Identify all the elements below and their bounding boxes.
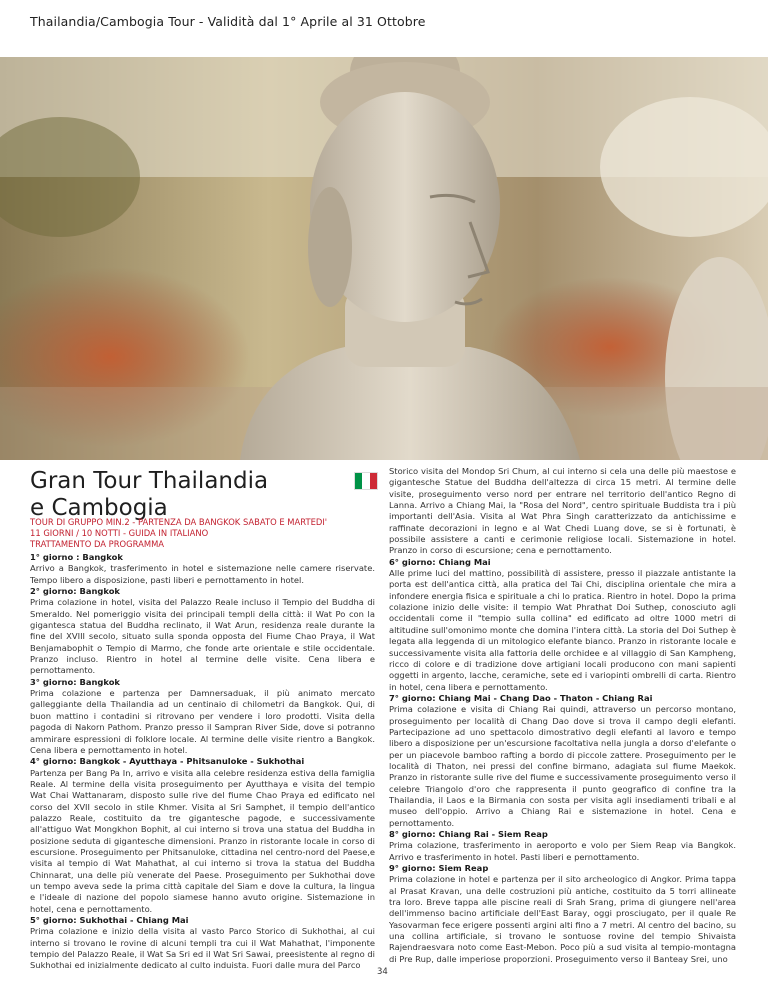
tour-title-line1: Gran Tour Thailandia xyxy=(30,468,269,494)
day-heading: 6° giorno: Chiang Mai xyxy=(389,556,491,567)
running-header: Thailandia/Cambogia Tour - Validità dal 1° Aprile al 31 Ottobre xyxy=(30,14,426,29)
italian-flag-icon xyxy=(354,472,378,490)
day-description: Prima colazione in hotel, visita del Palazzo Reale incluso il Tempio del Buddha di Smeraldo. Nel pomeriggio visita dei principali templi della città: il Wat Po con la gigantesca statua del Buddha reclinato, il Wat Arun, residenza reale durante la fine del XVIII secolo, situato sulla sponda opposta del Fiume Chao Praya, il Wat Benjamabophit o Tempio di Marmo, che fonde arte orientale e stile occidentale. Pranzo incluso. Rientro in hotel al termine delle visite. Cena libera e pernottamento. xyxy=(30,597,375,676)
day-heading: 4° giorno: Bangkok - Ayutthaya - Phitsanuloke - Sukhothai xyxy=(30,756,305,767)
day-heading: 3° giorno: Bangkok xyxy=(30,676,120,687)
day-description: Partenza per Bang Pa In, arrivo e visita alla celebre residenza estiva della famiglia Reale. Al termine della visita proseguimento per Ayutthaya e visita del tempio Wat Chai Wattanaram, disposto sulle rive del fiume Chao Praya ed edificato nel corso del XVII secolo in stile Khmer. Visita al Sri Samphet, il tempio dell'antico palazzo Reale, costituito da tre gigantesche pagode, e successivamente all'attiguo Wat Mongkhon Bophit, al cui interno si trova una statua del Buddha in posizione seduta di gigantesche dimensioni. Pranzo in ristorante locale in corso di escursione. Proseguimento per Phitsanuloke, cittadina nel centro-nord del Paese,e visita al tempio di Wat Mahathat, al cui interno si trova la statua del Buddha Chinnarat, una delle più venerate del Paese. Proseguimento per Sukhothai dove un tempo aveva sede la prima città capitale del Siam e dove la cultura, la lingua e l'ideale di nazione del popolo siamese hanno avuto origine. Sistemazione in hotel, cena e pernottamento. xyxy=(30,767,375,914)
tour-title-line2: e Cambogia xyxy=(30,495,168,521)
tour-info-line: 11 GIORNI / 10 NOTTI - GUIDA IN ITALIANO xyxy=(30,528,209,538)
day-description: Prima colazione e partenza per Damnersaduak, il più animato mercato galleggiante della Thailandia ad un centinaio di chilometri da Bangkok. Qui, di buon mattino i contadini si ritrovano per vendere i loro prodotti. Visita della pagoda di Nakorn Pathom. Pranzo presso il Sampran River Side, dove si potranno ammirare espressioni di folklore locale. Al termine delle visite rientro a Bangkok. Cena libera e pernottamento in hotel. xyxy=(30,688,375,755)
day-description: Storico visita del Mondop Sri Chum, al cui interno si cela una delle più maestose e gigantesche Statue del Buddha dell'altezza di circa 15 metri. Al termine delle visite, proseguimento verso nord per entrare nel territorio dell'antico Regno di Lanna. Arrivo a Chiang Mai, la "Rosa del Nord", centro spirituale Buddista tra i più importanti dell'Asia. Visita al Wat Phra Singh caratterizzato da antichissime e raffinate decorazioni in legno e al Wat Chedi Luang dove, se si è fortunati, è possibile assistere a canti e cerimonie religiose locali. Sistemazione in hotel. Pranzo in corso di escursione; cena e pernottamento. xyxy=(389,466,736,556)
day-heading: 1° giorno : Bangkok xyxy=(30,552,123,562)
itinerary-column-right xyxy=(389,466,736,965)
tour-title xyxy=(30,468,268,522)
day-description: Prima colazione e visita di Chiang Rai quindi, attraverso un percorso montano, proseguimento per località di Chang Dao dove si trova il campo degli elefanti. Partecipazione ad uno spettacolo dimostrativo degli elefanti al lavoro e tempo libero a disposizione per un'escursione facoltativa nella jungla a dorso d'elefante o per un piacevole bamboo rafting a bordo di piccole zattere. Proseguimento per le località di Thaton, nei pressi del confine birmano, adagiata sul fiume Maekok. Pranzo in ristorante sulle rive del fiume e successivamente proseguimento verso il celebre Triangolo d'oro che rappresenta il punto geografico di confine tra la Thailandia, il Laos e la Birmania con sosta per visita agli insediamenti tribali e al museo dell'oppio. Arrivo a Chiang Rai e sistemazione in hotel. Cena e pernottamento. xyxy=(389,704,736,828)
itinerary-column-left xyxy=(30,552,375,972)
buddha-statue-photo xyxy=(0,57,768,460)
day-description: Prima colazione in hotel e partenza per il sito archeologico di Angkor. Prima tappa al Prasat Kravan, una delle costruzioni più antiche, costituito da 5 torri allineate tra loro. Breve tappa alle piscine reali di Srah Srang, prima di giungere nell'area dell'immenso bacino artificiale dell'East Baray, oggi prosciugato, per il quale Re Yasovarman fece erigere possenti argini alti fino a 7 metri. Al centro del bacino, su una collina artificiale, si trovano le sontuose rovine del tempio Shivaista Rajendraesvara noto come East-Mebon. Poco più a sud visita al tempio-montagna di Pre Rup, dalle imperiose proporzioni. Proseguimento verso il Banteay Srei, uno xyxy=(389,874,736,964)
day-heading: 8° giorno: Chiang Rai - Siem Reap xyxy=(389,829,548,839)
day-description: Arrivo a Bangkok, trasferimento in hotel e sistemazione nelle camere riservate. Tempo libero a disposizione, pasti liberi e pernottamento in hotel. xyxy=(30,563,375,585)
day-description: Alle prime luci del mattino, possibilità di assistere, presso il piazzale antistante la porta est dell'antica città, alla pratica del Tai Chi, disciplina orientale che mira a infondere energia fisica e spirituale a chi lo pratica. Rientro in hotel. Dopo la prima colazione inizio delle visite: il tempio Wat Phrathat Doi Suthep, conosciuto agli occidentali come il "tempio sulla collina" ed edificato ad oltre 1000 metri di altitudine sull'omonimo monte che domina l'intera città. La storia del Doi Suthep è legata alla leggenda di un mitologico elefante bianco. Pranzo in ristorante locale e successivamente visita alla fattoria delle orchidee e al villaggio di San Kampheng, ricco di colore e di tradizione dove artigiani locali producono con mani sapienti oggetti in argento, lacche, ceramiche, sete ed i variopinti ombrelli di carta. Rientro in hotel, cena libera e pernottamento. xyxy=(389,568,736,692)
day-heading: 9° giorno: Siem Reap xyxy=(389,863,489,874)
tour-info-line: TOUR DI GRUPPO MIN.2 - PARTENZA DA BANGKOK SABATO E MARTEDI' xyxy=(30,517,328,527)
day-description: Prima colazione, trasferimento in aeroporto e volo per Siem Reap via Bangkok. Arrivo e trasferimento in hotel. Pasti liberi e pernottamento. xyxy=(389,840,736,862)
day-heading: 2° giorno: Bangkok xyxy=(30,586,120,597)
day-heading: 7° giorno: Chiang Mai - Chang Dao - Thaton - Chiang Rai xyxy=(389,692,653,703)
day-heading: 5° giorno: Sukhothai - Chiang Mai xyxy=(30,915,189,925)
page-number: 34 xyxy=(377,967,388,977)
day-description: Prima colazione e inizio della visita al vasto Parco Storico di Sukhothai, al cui interno si trovano le rovine di alcuni templi tra cui il Wat Mahathat, l'imponente tempio del Palazzo Reale, il Wat Sa Sri ed il Wat Sri Sawai, preesistente al regno di Sukhothai ed inizialmente dedicato al culto induista. Fuori dalle mura del Parco xyxy=(30,926,375,971)
tour-info xyxy=(30,517,360,550)
tour-info-line: TRATTAMENTO DA PROGRAMMA xyxy=(30,539,165,549)
